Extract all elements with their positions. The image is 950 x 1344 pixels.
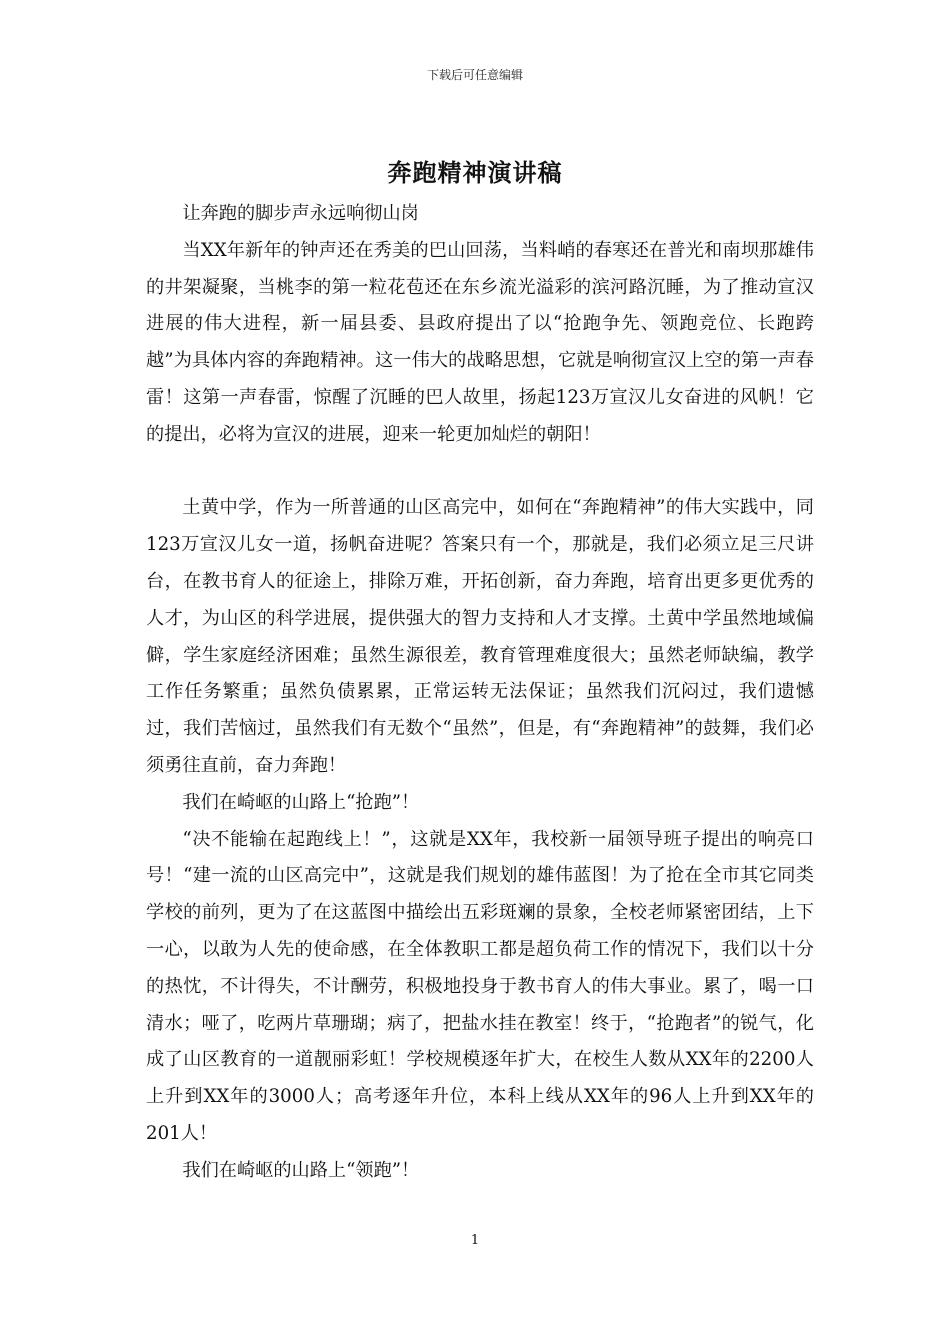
- document-title: 奔跑精神演讲稿: [387, 158, 563, 187]
- paragraph-subtitle: 让奔跑的脚步声永远响彻山岗: [182, 203, 419, 224]
- paragraph-heading-qiangpao: 我们在崎岖的山路上“抢跑”！: [182, 791, 420, 813]
- paragraph-school: 土黄中学，作为一所普通的山区高完中，如何在“奔跑精神”的伟大实践中，同123万宣汉儿女一道，扬帆奋进呢？答案只有一个，那就是，我们必须立足三尺讲台，在教书育人的征途上，排除万难，开拓创新，奋力奔跑，培育出更多更优秀的人才，为山区的科学进展，提供强大的智力支持和人才支撑。土黄中学虽然地域偏僻，学生家庭经济困难；虽然生源很差，教育管理难度很大；虽然老师缺编，教学工作任务繁重；虽然负债累累，正常运转无法保证；虽然我们沉闷过，我们遗憾过，我们苦恼过，虽然我们有无数个“虽然”，但是，有“奔跑精神”的鼓舞，我们必须勇往直前，奋力奔跑！: [146, 497, 814, 776]
- page-number: 1: [470, 1233, 480, 1248]
- page-header: 下载后可任意编辑: [426, 68, 523, 82]
- paragraph-qiangpao: “决不能输在起跑线上！”，这就是XX年，我校新一届领导班子提出的响亮口号！“建一流的山区高完中”，这就是我们规划的雄伟蓝图！为了抢在全市其它同类学校的前列，更为了在这蓝图中描绘出五彩斑斓的景象，全校老师紧密团结，上下一心，以敢为人先的使命感，在全体教职工都是超负荷工作的情况下，我们以十分的热忱，不计得失，不计酬劳，积极地投身于教书育人的伟大事业。累了，喝一口清水；哑了，吃两片草珊瑚；病了，把盐水挂在教室！终于，“抢跑者”的锐气，化成了山区教育的一道靓丽彩虹！学校规模逐年扩大，在校生人数从XX年的2200人上升到XX年的3000人；高考逐年升位，本科上线从XX年的96人上升到XX年的201人！: [146, 828, 814, 1144]
- paragraph-intro: 当XX年新年的钟声还在秀美的巴山回荡，当料峭的春寒还在普光和南坝那雄伟的井架凝聚，当桃李的第一粒花苞还在东乡流光溢彩的滨河路沉睡，为了推动宣汉进展的伟大进程，新一届县委、县政府提出了以“抢跑争先、领跑竞位、长跑跨越”为具体内容的奔跑精神。这一伟大的战略思想，它就是响彻宣汉上空的第一声春雷！这第一声春雷，惊醒了沉睡的巴人故里，扬起123万宣汉儿女奋进的风帆！它的提出，必将为宣汉的进展，迎来一轮更加灿烂的朝阳！: [146, 239, 814, 445]
- document-body: [146, 196, 814, 1190]
- paragraph-heading-lingpao: 我们在崎岖的山路上“领跑”！: [182, 1159, 420, 1181]
